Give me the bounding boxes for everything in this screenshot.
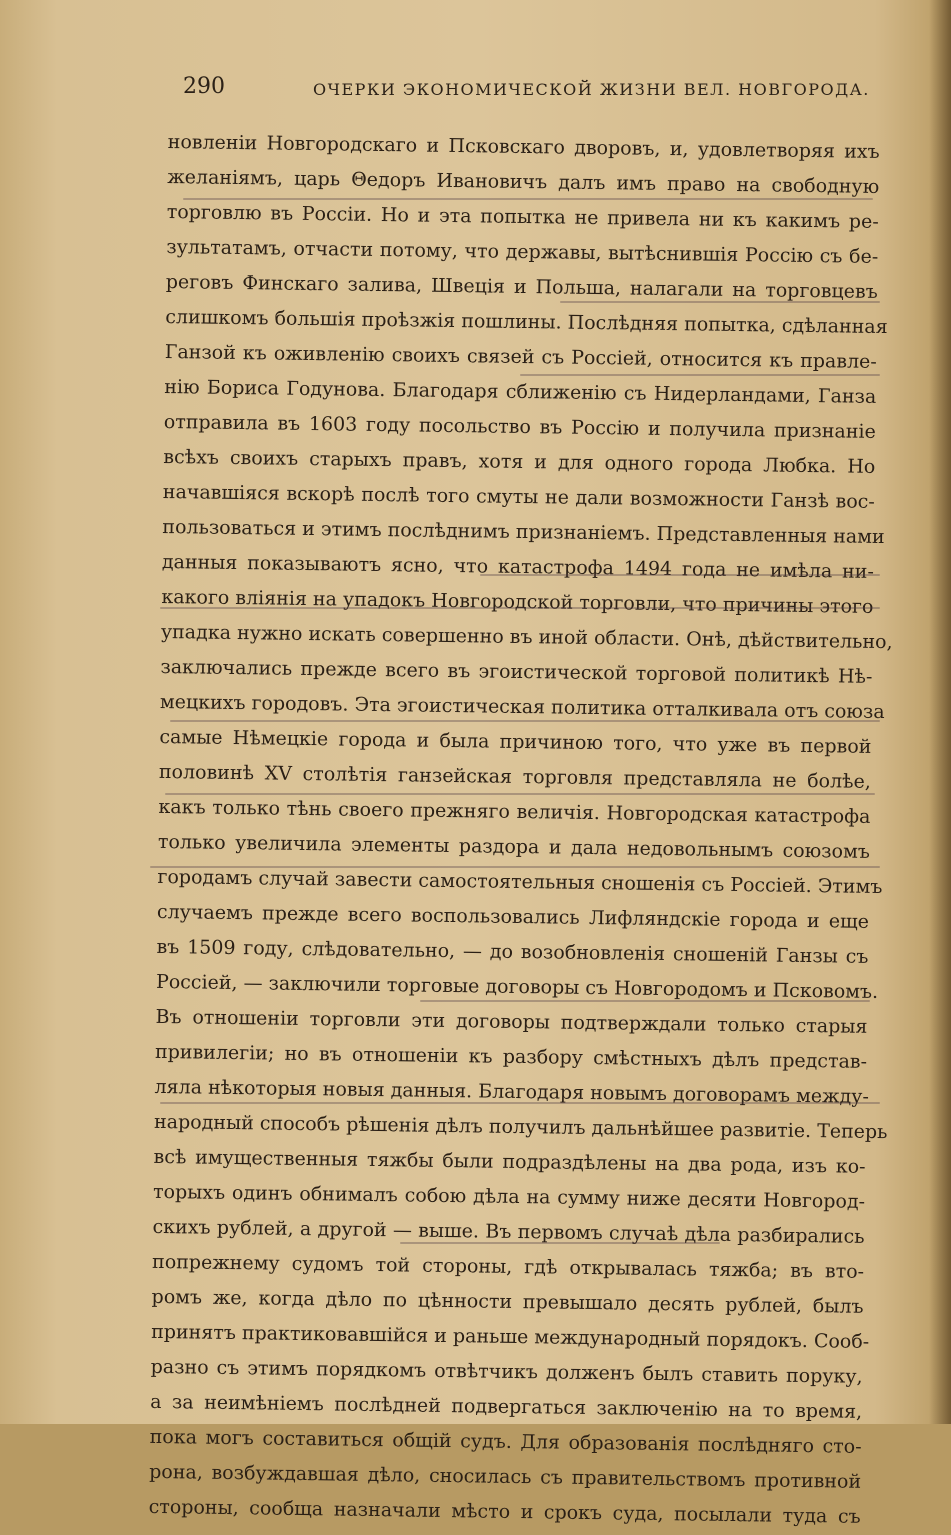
pencil-mark bbox=[183, 198, 873, 200]
pencil-mark bbox=[560, 301, 880, 303]
text-line: пользоваться и этимъ послѣднимъ признаніемъ. Представленныя нами bbox=[162, 515, 885, 549]
pencil-mark bbox=[170, 720, 880, 722]
pencil-mark bbox=[160, 607, 880, 609]
pencil-mark bbox=[520, 374, 880, 376]
text-line: Ганзой къ оживленію своихъ связей съ Россіей, относится къ правле- bbox=[164, 340, 877, 373]
text-line: разно съ этимъ порядкомъ отвѣтчикъ долженъ былъ ставить поруку, bbox=[150, 1355, 863, 1388]
text-line: желаніямъ, царь Θедоръ Ивановичъ далъ имъ право на свободную bbox=[167, 165, 880, 198]
text-line: случаемъ прежде всего воспользовались Лифляндскіе города и еще bbox=[156, 900, 870, 933]
text-line: новленіи Новгородскаго и Псковскаго дворовъ, и, удовлетворяя ихъ bbox=[167, 130, 880, 163]
text-line: принятъ практиковавшійся и раньше международный порядокъ. Сооб- bbox=[150, 1320, 870, 1353]
text-line: слишкомъ большія проѣзжія пошлины. Послѣдняя попытка, сдѣланная bbox=[165, 305, 888, 339]
running-title: ОЧЕРКИ ЭКОНОМИЧЕСКОЙ ЖИЗНИ ВЕЛ. НОВГОРОДА. bbox=[313, 80, 870, 99]
pencil-mark bbox=[420, 1000, 870, 1002]
text-line: рона, возбуждавшая дѣло, сносилась съ правительствомъ противной bbox=[149, 1460, 862, 1493]
text-line: всѣхъ своихъ старыхъ правъ, хотя и для одного города Любка. Но bbox=[163, 445, 876, 478]
text-line: данныя показываютъ ясно, что катастрофа 1494 года не имѣла ни- bbox=[161, 550, 874, 583]
text-line: торговлю въ Россіи. Но и эта попытка не привела ни къ какимъ ре- bbox=[166, 200, 879, 233]
text-line: самые Нѣмецкіе города и была причиною того, что уже въ первой bbox=[159, 725, 872, 758]
text-line: скихъ рублей, а другой — выше. Въ первомъ случаѣ дѣла разбирались bbox=[152, 1215, 865, 1248]
text-line: Россіей, — заключили торговые договоры съ Новгородомъ и Псковомъ. bbox=[155, 970, 879, 1003]
text-line: какого вліянія на упадокъ Новгородской торговли, что причины этого bbox=[161, 585, 874, 618]
page-header bbox=[183, 70, 870, 110]
text-line: отправила въ 1603 году посольство въ Россію и получила признаніе bbox=[163, 410, 876, 443]
text-line: народный способъ рѣшенія дѣлъ получилъ дальнѣйшее развитіе. Теперь bbox=[153, 1110, 888, 1144]
body-text bbox=[148, 125, 893, 1535]
text-line: заключались прежде всего въ эгоистической торговой политикѣ Нѣ- bbox=[160, 655, 873, 688]
text-line: а за неимѣніемъ послѣдней подвергаться заключенію на то время, bbox=[150, 1390, 863, 1423]
text-line: только увеличила элементы раздора и дала недовольнымъ союзомъ bbox=[157, 830, 871, 863]
pencil-mark bbox=[165, 793, 875, 795]
pencil-mark bbox=[150, 866, 880, 868]
text-line: городамъ случай завести самостоятельныя сношенія съ Россіей. Этимъ bbox=[157, 865, 883, 899]
text-line: зультатамъ, отчасти потому, что державы, вытѣснившія Россію съ бе- bbox=[166, 235, 879, 268]
pencil-mark bbox=[400, 1242, 720, 1244]
text-line: реговъ Финскаго залива, Швеція и Польша, налагали на торговцевъ bbox=[165, 270, 878, 303]
text-line: ляла нѣкоторыя новыя данныя. Благодаря новымъ договорамъ между- bbox=[154, 1075, 869, 1108]
page-gutter-shadow bbox=[929, 0, 951, 1424]
text-line: привилегіи; но въ отношеніи къ разбору смѣстныхъ дѣлъ представ- bbox=[154, 1040, 868, 1073]
page-number: 290 bbox=[183, 74, 225, 99]
text-line: пока могъ составиться общій судъ. Для образованія послѣдняго сто- bbox=[149, 1425, 862, 1458]
text-line: мецкихъ городовъ. Эта эгоистическая политика отталкивала отъ союза bbox=[159, 690, 885, 724]
pencil-mark bbox=[160, 1102, 880, 1104]
text-line: ромъ же, когда дѣло по цѣнности превышало десять рублей, былъ bbox=[151, 1285, 864, 1318]
pencil-mark bbox=[480, 574, 880, 576]
text-line: торыхъ одинъ обнималъ собою дѣла на сумму ниже десяти Новгород- bbox=[152, 1180, 866, 1213]
text-line: Въ отношеніи торговли эти договоры подтверждали только старыя bbox=[155, 1005, 868, 1038]
text-line: въ 1509 году, слѣдовательно, — до возобновленія сношеній Ганзы съ bbox=[156, 935, 869, 968]
text-line: начавшіяся вскорѣ послѣ того смуты не дали возможности Ганзѣ вос- bbox=[162, 480, 875, 513]
text-line: попрежнему судомъ той стороны, гдѣ открывалась тяжба; въ вто- bbox=[151, 1250, 865, 1283]
text-line: нію Бориса Годунова. Благодаря сближенію съ Нидерландами, Ганза bbox=[164, 375, 877, 408]
text-line: всѣ имущественныя тяжбы были подраздѣлены на два рода, изъ ко- bbox=[153, 1145, 866, 1178]
text-line: стороны, сообща назначали мѣсто и срокъ суда, посылали туда съ bbox=[148, 1495, 861, 1528]
text-line: какъ только тѣнь своего прежняго величія. Новгородская катастрофа bbox=[158, 795, 871, 828]
text-line: половинѣ XV столѣтія ганзейская торговля представляла не болѣе, bbox=[158, 760, 872, 793]
text-line: упадка нужно искать совершенно въ иной области. Онѣ, дѣйствительно, bbox=[160, 620, 893, 654]
